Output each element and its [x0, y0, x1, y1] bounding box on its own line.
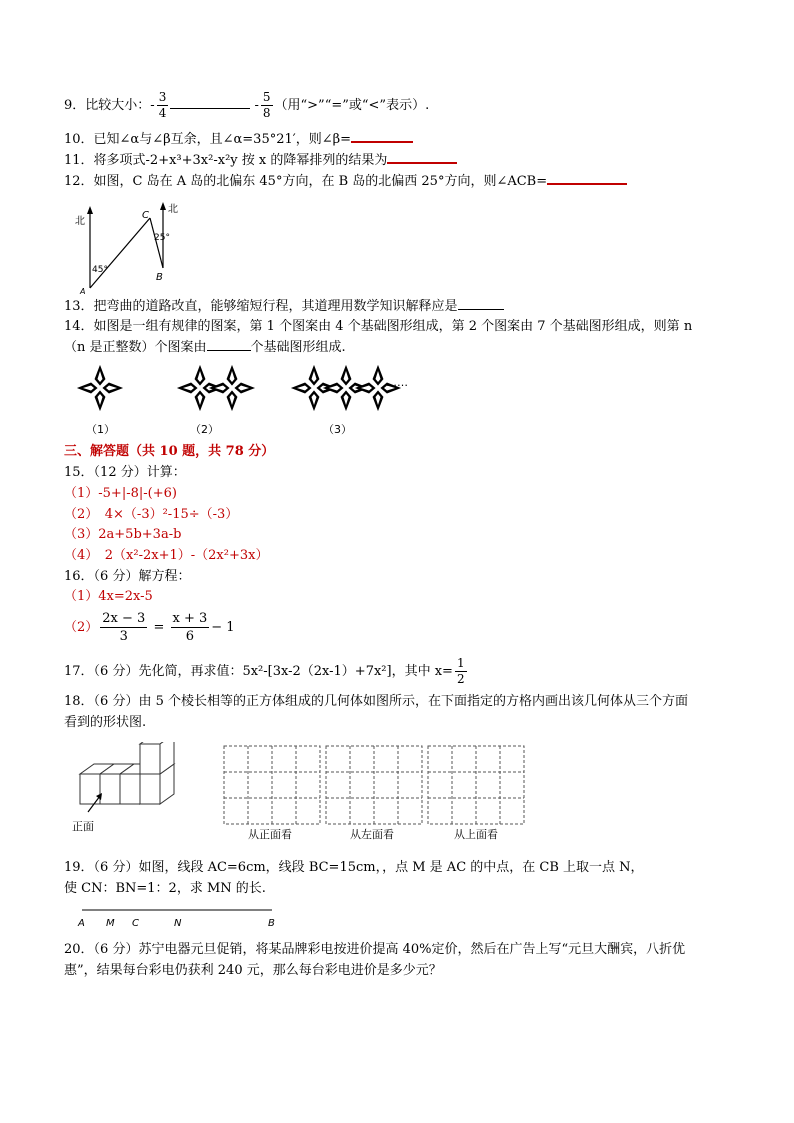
q14-text-1: 14．如图是一组有规律的图案，第 1 个图案由 4 个基础图形组成，第 2 个图案由 7 个基础图形组成，则第 n [64, 319, 693, 334]
grid-top-caption: 从上面看 [454, 828, 498, 841]
q16-p2-label: （2） [64, 620, 99, 635]
q15-part-4: （4） 2（x²-2x+1）-（2x²+3x） [64, 548, 269, 563]
north-arrow-a-icon [87, 206, 93, 214]
q17-den: 2 [456, 672, 465, 686]
question-20-line-1: 20．（6 分）苏宁电器元旦促销，将某品牌彩电按进价提高 40%定价，然后在广告上写“元旦大酬宾，八折优 [64, 942, 686, 957]
q14-text-2b: 个基础图形组成. [250, 340, 346, 355]
q9-frac1-sign: - [150, 98, 155, 113]
q9-f1-den: 4 [158, 106, 167, 120]
q9-hint: （用“>”“=”或“<”表示）. [274, 98, 430, 113]
q16-part-1: （1）4x=2x-5 [64, 589, 153, 604]
q17-text: 17．（6 分）先化简，再求值：5x²-[3x-2（2x-1）+7x²]，其中 x= [64, 664, 453, 679]
question-18-line-1: 18．（6 分）由 5 个棱长相等的正方体组成的几何体如图所示，在下面指定的方格内画出该几何体从三个方面 [64, 694, 688, 709]
seg-point-b: B [268, 918, 275, 929]
question-16-title: 16．（6 分）解方程： [64, 569, 191, 584]
q16-tail: − 1 [211, 620, 235, 635]
q10-text: 10．已知∠α与∠β互余，且∠α=35°21′，则∠β= [64, 132, 352, 147]
section-3-heading: 三、解答题（共 10 题，共 78 分） [64, 444, 275, 459]
grid-front-caption: 从正面看 [248, 828, 292, 841]
seg-point-c: C [132, 918, 139, 929]
question-9 [64, 90, 429, 121]
cube2-front [100, 774, 120, 804]
question-15-title: 15．（12 分）计算： [64, 465, 186, 480]
q15-part-1: （1）-5+|-8|-(+6) [64, 486, 177, 501]
q16-eq: = [153, 620, 165, 635]
q15-part-2: （2） 4×（-3）²-15÷（-3） [64, 507, 239, 522]
question-18-line-2: 看到的形状图. [64, 715, 147, 730]
front-label: 正面 [72, 820, 94, 833]
q17-fraction [455, 656, 467, 687]
q9-frac2-sign: - [254, 98, 259, 113]
question-13 [64, 298, 504, 316]
grid-left-caption: 从左面看 [350, 828, 394, 841]
seg-point-a: A [78, 918, 85, 929]
q16-frac-left [100, 610, 147, 645]
q16-frac-right [171, 610, 210, 645]
seg-point-m: M [106, 918, 115, 929]
seg-point-n: N [174, 918, 182, 929]
segment-cb [150, 218, 163, 268]
q16-n2: x + 3 [172, 611, 208, 626]
fig14-caption-1: （1） [86, 423, 115, 436]
point-c-label: C [142, 210, 149, 221]
q14-text-2a: （n 是正整数）个图案由 [64, 340, 207, 355]
figure-14-pattern [70, 362, 430, 418]
q14-answer-blank[interactable] [207, 350, 251, 351]
q11-text: 11．将多项式-2+x³+3x²-x²y 按 x 的降幂排列的结果为 [64, 153, 388, 168]
q16-d1: 3 [119, 629, 128, 644]
q13-text: 13．把弯曲的道路改直，能够缩短行程，其道理用数学知识解释应是 [64, 299, 458, 314]
angle-25-label: 25° [154, 233, 170, 243]
q9-fraction-1 [157, 90, 169, 121]
q9-fraction-2 [261, 90, 273, 121]
pattern-2-shape-b [210, 366, 254, 410]
question-20-line-2: 惠”，结果每台彩电仍获利 240 元，那么每台彩电进价是多少元？ [64, 963, 442, 978]
q9-f1-num: 3 [158, 90, 167, 104]
q12-text: 12．如图，C 岛在 A 岛的北偏东 45°方向，在 B 岛的北偏西 25°方向，则∠ACB= [64, 174, 548, 189]
cube5-front [140, 744, 160, 774]
question-14-line-1 [64, 318, 692, 336]
north-label-b: 北 [168, 204, 178, 215]
q16-d2: 6 [185, 629, 195, 644]
cube3-front [120, 774, 140, 804]
fig14-caption-2: （2） [190, 423, 219, 436]
q9-answer-blank[interactable] [170, 108, 250, 109]
fig14-ellipsis: …… [386, 376, 408, 389]
q17-num: 1 [456, 656, 465, 670]
question-19-line-2: 使 CN：BN=1：2，求 MN 的长. [64, 881, 266, 896]
q16-n1: 2x − 3 [102, 611, 146, 626]
figure-18-cubes [66, 742, 216, 837]
point-b-label: B [156, 272, 163, 283]
question-10 [64, 131, 413, 149]
q9-f2-den: 8 [262, 106, 271, 120]
pattern-1-shape [78, 366, 122, 410]
q10-answer-blank[interactable] [351, 141, 413, 143]
question-12 [64, 173, 627, 191]
q9-text: 9．比较大小： [64, 98, 151, 113]
point-a-label: A [80, 287, 86, 294]
question-14-line-2 [64, 339, 346, 357]
north-arrow-b-icon [160, 202, 166, 210]
question-11 [64, 152, 457, 170]
q12-answer-blank[interactable] [547, 183, 627, 185]
question-17 [64, 656, 469, 687]
segment-ac [90, 218, 150, 288]
q9-f2-num: 5 [262, 90, 271, 104]
north-label-a: 北 [75, 216, 85, 227]
figure-19-segment [72, 904, 282, 930]
q11-answer-blank[interactable] [387, 162, 457, 164]
figure-12-compass [70, 198, 190, 294]
cube4-front [140, 774, 160, 804]
q15-part-3: （3）2a+5b+3a-b [64, 527, 182, 542]
fig14-caption-3: （3） [323, 423, 352, 436]
angle-45-label: 45° [92, 265, 108, 275]
figure-18-grids [220, 742, 530, 842]
q13-answer-blank[interactable] [458, 309, 504, 310]
q16-part-2 [64, 610, 235, 645]
question-19-line-1: 19．（6 分）如图，线段 AC=6cm，线段 BC=15cm，，点 M 是 AC 的中点，在 CB 上取一点 N， [64, 860, 644, 875]
